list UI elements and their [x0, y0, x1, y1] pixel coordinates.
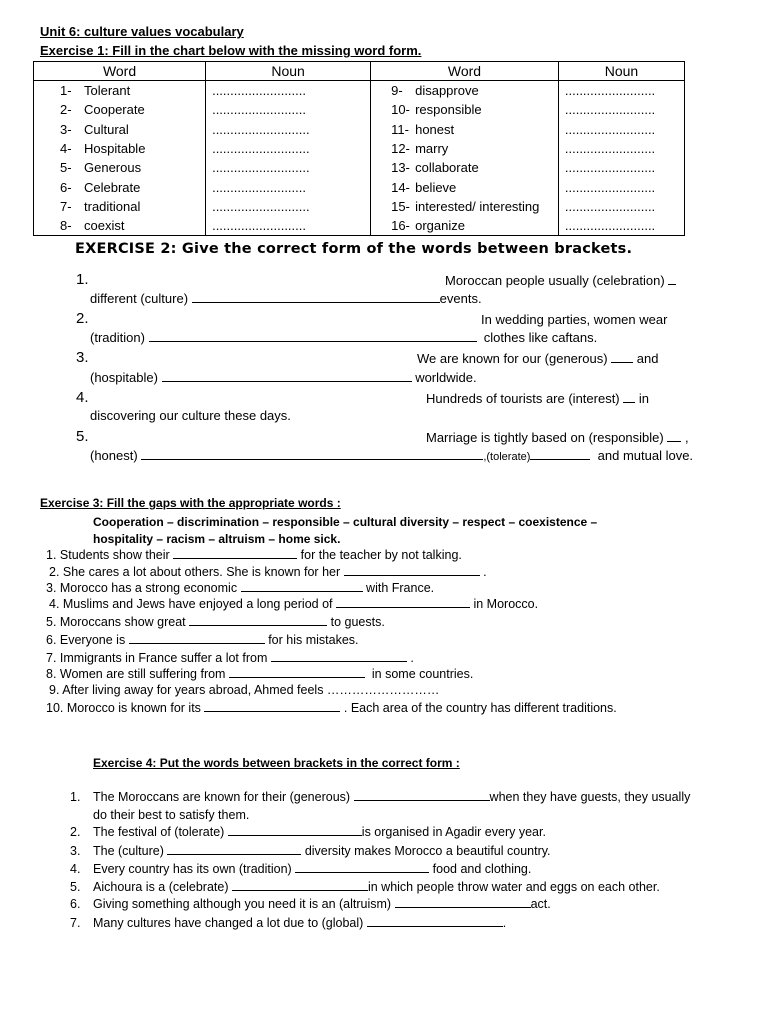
item-prompt: is organised in Agadir every year. [361, 825, 546, 839]
word-bank-line: hospitality – racism – altruism – home sick. [93, 532, 341, 546]
item-text: in some countries. [371, 667, 474, 681]
item-prompt: food and clothing. [432, 862, 532, 876]
exercise-4-title: Exercise 4: Put the words between brackets in the correct form : [93, 756, 460, 770]
row-number: 12- [391, 141, 410, 157]
answer-blank[interactable] [354, 790, 490, 801]
word-text: Generous [84, 160, 142, 176]
table-row [34, 81, 685, 101]
word-cell [371, 81, 559, 101]
ex2-item-prompt: and [636, 351, 659, 366]
answer-blank[interactable] [668, 274, 676, 285]
ex2-item-number: 2. [76, 310, 89, 327]
row-number: 8- [60, 218, 72, 234]
exercise-2-title: EXERCISE 2: Give the correct form of the words between brackets. [75, 241, 633, 257]
noun-answer-cell[interactable]: ......................... [558, 158, 684, 177]
item-text: 10. Morocco is known for its [46, 701, 201, 715]
item-text [93, 825, 546, 839]
row-number: 16- [391, 218, 410, 234]
item-text [93, 790, 690, 804]
answer-blank[interactable] [189, 615, 327, 626]
answer-blank[interactable] [232, 880, 368, 891]
word-cell [371, 139, 559, 158]
noun-answer-cell[interactable]: .......................... [206, 100, 371, 119]
exercise-3-title: Exercise 3: Fill the gaps with the appropriate words : [40, 496, 341, 510]
ex2-item-prompt: in [638, 391, 650, 406]
header-word-1: Word [34, 62, 206, 81]
answer-blank[interactable] [162, 371, 412, 382]
ex2-item-prompt: and mutual love. [597, 448, 694, 463]
ex2-item-text [90, 291, 482, 306]
item-text [93, 916, 506, 930]
answer-blank[interactable] [367, 916, 503, 927]
item-text: in Morocco. [473, 597, 539, 611]
item-text: . [483, 565, 487, 579]
ex2-item-prompt: events. [439, 291, 482, 306]
noun-answer-cell[interactable]: ......................... [558, 100, 684, 119]
table-row [34, 216, 685, 236]
header-noun-1: Noun [206, 62, 371, 81]
list-item [49, 565, 487, 579]
item-text: . Each area of the country has different traditions. [343, 701, 617, 715]
item-text: 7. Immigrants in France suffer a lot from [46, 651, 268, 665]
answer-blank[interactable] [271, 651, 407, 662]
word-text: marry [415, 141, 449, 157]
word-cell [371, 216, 559, 236]
word-text: Cultural [84, 121, 129, 137]
ex2-item-text [90, 330, 597, 345]
word-text: believe [415, 179, 457, 195]
item-prompt: Every country has its own (tradition) [93, 862, 292, 876]
word-text: collaborate [415, 160, 479, 176]
word-cell [371, 158, 559, 177]
list-item [49, 683, 439, 697]
ex2-item-text [90, 448, 693, 463]
item-number: 3. [70, 844, 81, 858]
word-text: interested/ interesting [415, 198, 540, 214]
noun-answer-cell[interactable]: ......................... [558, 216, 684, 236]
ex2-item-prompt: We are known for our (generous) [417, 351, 608, 366]
answer-blank[interactable] [129, 633, 265, 644]
word-text: Tolerant [84, 83, 131, 99]
item-text: 9. After living away for years abroad, Ahmed feels ……………………… [49, 683, 440, 697]
row-number: 3- [60, 121, 72, 137]
item-text: to guests. [330, 615, 385, 629]
item-text: 3. Morocco has a strong economic [46, 581, 238, 595]
item-text: . [410, 651, 414, 665]
row-number: 10- [391, 102, 410, 118]
row-number: 15- [391, 198, 410, 214]
word-cell [371, 197, 559, 216]
item-number: 6. [70, 897, 81, 911]
noun-answer-cell[interactable]: ........................... [206, 139, 371, 158]
row-number: 5- [60, 160, 72, 176]
noun-answer-cell[interactable]: ......................... [558, 197, 684, 216]
ex2-item-text: discovering our culture these days. [90, 408, 291, 423]
word-text: honest [415, 121, 455, 137]
answer-blank[interactable] [229, 667, 365, 678]
ex2-item-prompt: different (culture) [90, 291, 189, 306]
word-cell [34, 216, 206, 236]
row-number: 2- [60, 102, 72, 118]
list-item [46, 548, 462, 562]
item-text [93, 844, 551, 858]
answer-blank[interactable] [149, 331, 477, 342]
item-prompt: Giving something although you need it is an (altruism) [93, 897, 392, 911]
noun-answer-cell[interactable]: .......................... [206, 177, 371, 196]
item-prompt: The festival of (tolerate) [93, 825, 225, 839]
header-noun-2: Noun [558, 62, 684, 81]
noun-answer-cell[interactable]: ......................... [558, 81, 684, 101]
ex2-item-text [426, 430, 689, 445]
answer-blank[interactable] [611, 352, 633, 363]
noun-answer-cell[interactable]: .......................... [206, 81, 371, 101]
word-text: traditional [84, 198, 141, 214]
item-text: 5. Moroccans show great [46, 615, 186, 629]
row-number: 1- [60, 83, 72, 99]
item-prompt: in which people throw water and eggs on each other. [367, 880, 660, 894]
exercise-1-title: Exercise 1: Fill in the chart below with the missing word form. [40, 43, 422, 58]
noun-answer-cell[interactable]: ........................... [206, 120, 371, 139]
word-text: disapprove [415, 83, 479, 99]
item-prompt: diversity makes Morocco a beautiful country. [304, 844, 551, 858]
item-text: 1. Students show their [46, 548, 170, 562]
row-number: 14- [391, 179, 410, 195]
item-prompt: Many cultures have changed a lot due to (global) [93, 916, 364, 930]
list-item [46, 667, 473, 681]
item-prompt: The Moroccans are known for their (generous) [93, 790, 351, 804]
list-item [46, 581, 434, 595]
ex2-item-prompt: Hundreds of tourists are (interest) [426, 391, 620, 406]
item-text [93, 897, 551, 911]
word-text: coexist [84, 218, 125, 234]
answer-blank[interactable] [395, 897, 531, 908]
chart-header-row [34, 62, 685, 81]
word-cell [34, 81, 206, 101]
word-text: organize [415, 218, 465, 234]
answer-blank[interactable] [336, 597, 470, 608]
answer-blank[interactable] [167, 844, 301, 855]
item-text: do their best to satisfy them. [93, 808, 250, 822]
table-row [34, 197, 685, 216]
list-item [46, 633, 359, 647]
word-bank [93, 514, 597, 548]
row-number: 11- [391, 121, 409, 137]
answer-blank[interactable] [228, 825, 362, 836]
row-number: 6- [60, 179, 72, 195]
word-form-chart [33, 61, 685, 236]
noun-answer-cell[interactable]: ......................... [558, 120, 684, 139]
word-bank-line: Cooperation – discrimination – responsible – cultural diversity – respect – coexistence – [93, 515, 598, 529]
ex2-item-number: 1. [76, 271, 89, 288]
ex2-item-text [90, 370, 477, 385]
ex2-item-text [445, 273, 676, 288]
unit-title: Unit 6: culture values vocabulary [40, 24, 244, 39]
ex2-item-prompt: worldwide. [415, 370, 477, 385]
answer-blank[interactable] [204, 701, 340, 712]
word-cell [34, 100, 206, 119]
word-cell [34, 120, 206, 139]
row-number: 9- [391, 83, 403, 99]
item-prompt: The (culture) [93, 844, 164, 858]
ex2-item-number: 4. [76, 389, 89, 406]
word-cell [34, 158, 206, 177]
header-word-2: Word [371, 62, 559, 81]
answer-blank[interactable] [530, 449, 590, 460]
word-text: Cooperate [84, 102, 145, 118]
item-prompt: when they have guests, they usually [489, 790, 691, 804]
ex2-item-text: In wedding parties, women wear [481, 312, 668, 327]
noun-answer-cell[interactable]: .......................... [206, 216, 371, 236]
item-text: 8. Women are still suffering from [46, 667, 226, 681]
answer-blank[interactable] [295, 862, 429, 873]
list-item [46, 651, 414, 665]
ex2-item-prompt: , [684, 430, 689, 445]
list-item [49, 597, 538, 611]
ex2-item-prompt: ,(tolerate) [483, 451, 531, 463]
ex2-item-text [417, 351, 658, 366]
list-item [46, 701, 617, 715]
word-cell [371, 100, 559, 119]
word-cell [34, 139, 206, 158]
item-number: 5. [70, 880, 81, 894]
item-number: 2. [70, 825, 81, 839]
row-number: 7- [60, 198, 72, 214]
item-text: 2. She cares a lot about others. She is known for her [49, 565, 341, 579]
noun-answer-cell[interactable]: ......................... [558, 177, 684, 196]
answer-blank[interactable] [623, 392, 635, 403]
noun-answer-cell[interactable]: ......................... [558, 139, 684, 158]
ex2-item-number: 5. [76, 428, 89, 445]
ex2-item-prompt: Moroccan people usually (celebration) [445, 273, 665, 288]
item-number: 7. [70, 916, 81, 930]
word-cell [371, 120, 559, 139]
table-row [34, 158, 685, 177]
item-text [93, 862, 531, 876]
word-cell [34, 177, 206, 196]
item-text [93, 880, 660, 894]
list-item [46, 615, 385, 629]
word-text: responsible [415, 102, 482, 118]
ex2-item-prompt: clothes like caftans. [483, 330, 598, 345]
item-number: 1. [70, 790, 81, 804]
table-row [34, 177, 685, 196]
item-text: with France. [366, 581, 435, 595]
item-number: 4. [70, 862, 81, 876]
table-row [34, 139, 685, 158]
answer-blank[interactable] [141, 449, 483, 460]
word-cell [371, 177, 559, 196]
row-number: 4- [60, 141, 72, 157]
item-text: 6. Everyone is [46, 633, 126, 647]
word-text: Hospitable [84, 141, 146, 157]
ex2-item-prompt: Marriage is tightly based on (responsible) [426, 430, 664, 445]
row-number: 13- [391, 160, 410, 176]
table-row [34, 100, 685, 119]
answer-blank[interactable] [667, 431, 681, 442]
item-prompt: act. [530, 897, 551, 911]
answer-blank[interactable] [192, 292, 440, 303]
ex2-item-number: 3. [76, 349, 89, 366]
table-row [34, 120, 685, 139]
noun-answer-cell[interactable]: ........................... [206, 197, 371, 216]
ex2-item-prompt: (tradition) [90, 330, 145, 345]
ex2-item-prompt: (hospitable) [90, 370, 158, 385]
item-prompt: . [502, 916, 507, 930]
answer-blank[interactable] [344, 565, 480, 576]
ex2-item-prompt: (honest) [90, 448, 138, 463]
item-text: 4. Muslims and Jews have enjoyed a long period of [49, 597, 333, 611]
ex2-item-text [426, 391, 649, 406]
item-prompt: Aichoura is a (celebrate) [93, 880, 229, 894]
item-text: for his mistakes. [268, 633, 359, 647]
answer-blank[interactable] [173, 548, 297, 559]
word-text: Celebrate [84, 179, 141, 195]
answer-blank[interactable] [241, 581, 363, 592]
item-text: for the teacher by not talking. [300, 548, 462, 562]
word-cell [34, 197, 206, 216]
noun-answer-cell[interactable]: ........................... [206, 158, 371, 177]
